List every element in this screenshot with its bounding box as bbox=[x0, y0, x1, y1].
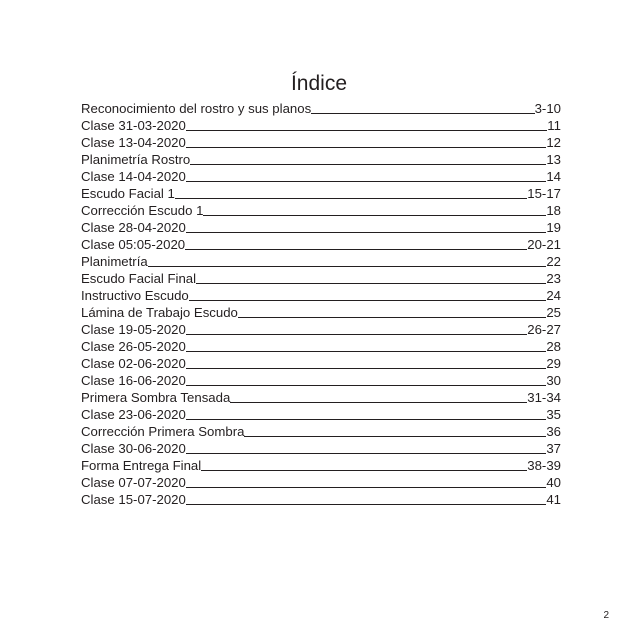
toc-entry bbox=[81, 474, 561, 491]
toc-entry-page: 23 bbox=[546, 271, 561, 286]
toc-entry bbox=[81, 304, 561, 321]
toc-entry-leader-line bbox=[186, 504, 546, 505]
toc-entry-page: 41 bbox=[546, 492, 561, 507]
toc-entry-label: Instructivo Escudo bbox=[81, 288, 189, 303]
toc-entry-page: 37 bbox=[546, 441, 561, 456]
toc-entry-label: Escudo Facial Final bbox=[81, 271, 197, 286]
toc-entry-leader-line bbox=[186, 453, 546, 454]
table-of-contents bbox=[81, 100, 561, 508]
toc-entry bbox=[81, 423, 561, 440]
toc-entry-label: Clase 05:05-2020 bbox=[81, 237, 186, 252]
toc-entry-label: Clase 31-03-2020 bbox=[81, 118, 186, 133]
toc-entry-leader-line bbox=[230, 402, 527, 403]
toc-entry-leader-line bbox=[186, 487, 546, 488]
toc-entry-leader-line bbox=[186, 351, 546, 352]
toc-entry-leader-line bbox=[196, 283, 546, 284]
toc-entry-label: Clase 28-04-2020 bbox=[81, 220, 186, 235]
toc-entry bbox=[81, 151, 561, 168]
toc-entry-label: Corrección Primera Sombra bbox=[81, 424, 245, 439]
toc-entry-label: Clase 14-04-2020 bbox=[81, 169, 186, 184]
page-number: 2 bbox=[603, 610, 609, 621]
toc-entry-leader-line bbox=[203, 215, 546, 216]
toc-entry bbox=[81, 202, 561, 219]
toc-entry bbox=[81, 100, 561, 117]
toc-entry-leader-line bbox=[186, 232, 546, 233]
toc-entry-leader-line bbox=[148, 266, 547, 267]
toc-entry-leader-line bbox=[186, 419, 546, 420]
toc-entry-page: 22 bbox=[546, 254, 561, 269]
toc-entry-label: Clase 30-06-2020 bbox=[81, 441, 186, 456]
toc-entry-label: Planimetría Rostro bbox=[81, 152, 191, 167]
toc-entry-leader-line bbox=[238, 317, 546, 318]
toc-entry bbox=[81, 253, 561, 270]
toc-entry bbox=[81, 406, 561, 423]
toc-entry bbox=[81, 372, 561, 389]
toc-entry-leader-line bbox=[244, 436, 546, 437]
toc-entry-leader-line bbox=[311, 113, 534, 114]
toc-entry-label: Clase 23-06-2020 bbox=[81, 407, 186, 422]
toc-entry bbox=[81, 117, 561, 134]
toc-entry-leader-line bbox=[185, 249, 527, 250]
toc-entry-leader-line bbox=[186, 181, 546, 182]
toc-entry-leader-line bbox=[189, 300, 547, 301]
toc-entry-label: Clase 19-05-2020 bbox=[81, 322, 186, 337]
toc-entry-label: Clase 13-04-2020 bbox=[81, 135, 186, 150]
toc-entry bbox=[81, 355, 561, 372]
toc-entry-label: Clase 02-06-2020 bbox=[81, 356, 186, 371]
toc-entry bbox=[81, 287, 561, 304]
toc-entry-page: 13 bbox=[546, 152, 561, 167]
toc-entry bbox=[81, 321, 561, 338]
toc-entry-label: Clase 26-05-2020 bbox=[81, 339, 186, 354]
toc-entry-label: Primera Sombra Tensada bbox=[81, 390, 231, 405]
toc-entry bbox=[81, 338, 561, 355]
toc-entry-label: Corrección Escudo 1 bbox=[81, 203, 204, 218]
toc-entry-leader-line bbox=[186, 368, 546, 369]
toc-entry-page: 36 bbox=[546, 424, 561, 439]
toc-entry-label: Reconocimiento del rostro y sus planos bbox=[81, 101, 312, 116]
toc-entry-page: 3-10 bbox=[534, 101, 561, 116]
toc-entry-page: 26-27 bbox=[527, 322, 561, 337]
page-title: Índice bbox=[290, 72, 348, 96]
toc-entry-label: Planimetría bbox=[81, 254, 148, 269]
toc-entry-leader-line bbox=[175, 198, 527, 199]
toc-entry-page: 11 bbox=[547, 118, 561, 133]
toc-entry-page: 25 bbox=[546, 305, 561, 320]
toc-entry-label: Forma Entrega Final bbox=[81, 458, 202, 473]
toc-entry-leader-line bbox=[186, 334, 527, 335]
toc-entry-page: 28 bbox=[546, 339, 561, 354]
toc-entry-page: 15-17 bbox=[527, 186, 561, 201]
toc-entry-page: 40 bbox=[546, 475, 561, 490]
toc-entry-page: 12 bbox=[546, 135, 561, 150]
toc-entry-label: Clase 07-07-2020 bbox=[81, 475, 186, 490]
toc-entry bbox=[81, 168, 561, 185]
toc-entry-page: 30 bbox=[546, 373, 561, 388]
toc-entry-leader-line bbox=[186, 130, 547, 131]
toc-entry bbox=[81, 134, 561, 151]
toc-entry-page: 24 bbox=[546, 288, 561, 303]
toc-entry-leader-line bbox=[186, 385, 546, 386]
toc-entry bbox=[81, 270, 561, 287]
toc-entry bbox=[81, 440, 561, 457]
toc-entry bbox=[81, 236, 561, 253]
toc-entry bbox=[81, 491, 561, 508]
toc-entry-page: 19 bbox=[546, 220, 561, 235]
toc-entry-label: Escudo Facial 1 bbox=[81, 186, 175, 201]
toc-entry-page: 38-39 bbox=[527, 458, 561, 473]
toc-entry bbox=[81, 185, 561, 202]
toc-entry-leader-line bbox=[186, 147, 546, 148]
toc-entry-page: 18 bbox=[546, 203, 561, 218]
toc-entry-label: Clase 15-07-2020 bbox=[81, 492, 186, 507]
toc-entry-page: 14 bbox=[546, 169, 561, 184]
toc-entry-leader-line bbox=[190, 164, 546, 165]
toc-entry-label: Clase 16-06-2020 bbox=[81, 373, 186, 388]
toc-entry-page: 31-34 bbox=[527, 390, 561, 405]
toc-entry bbox=[81, 457, 561, 474]
toc-entry-label: Lámina de Trabajo Escudo bbox=[81, 305, 238, 320]
toc-entry-page: 35 bbox=[546, 407, 561, 422]
toc-entry-leader-line bbox=[201, 470, 527, 471]
toc-entry bbox=[81, 219, 561, 236]
toc-entry-page: 20-21 bbox=[527, 237, 561, 252]
toc-entry bbox=[81, 389, 561, 406]
toc-entry-page: 29 bbox=[546, 356, 561, 371]
